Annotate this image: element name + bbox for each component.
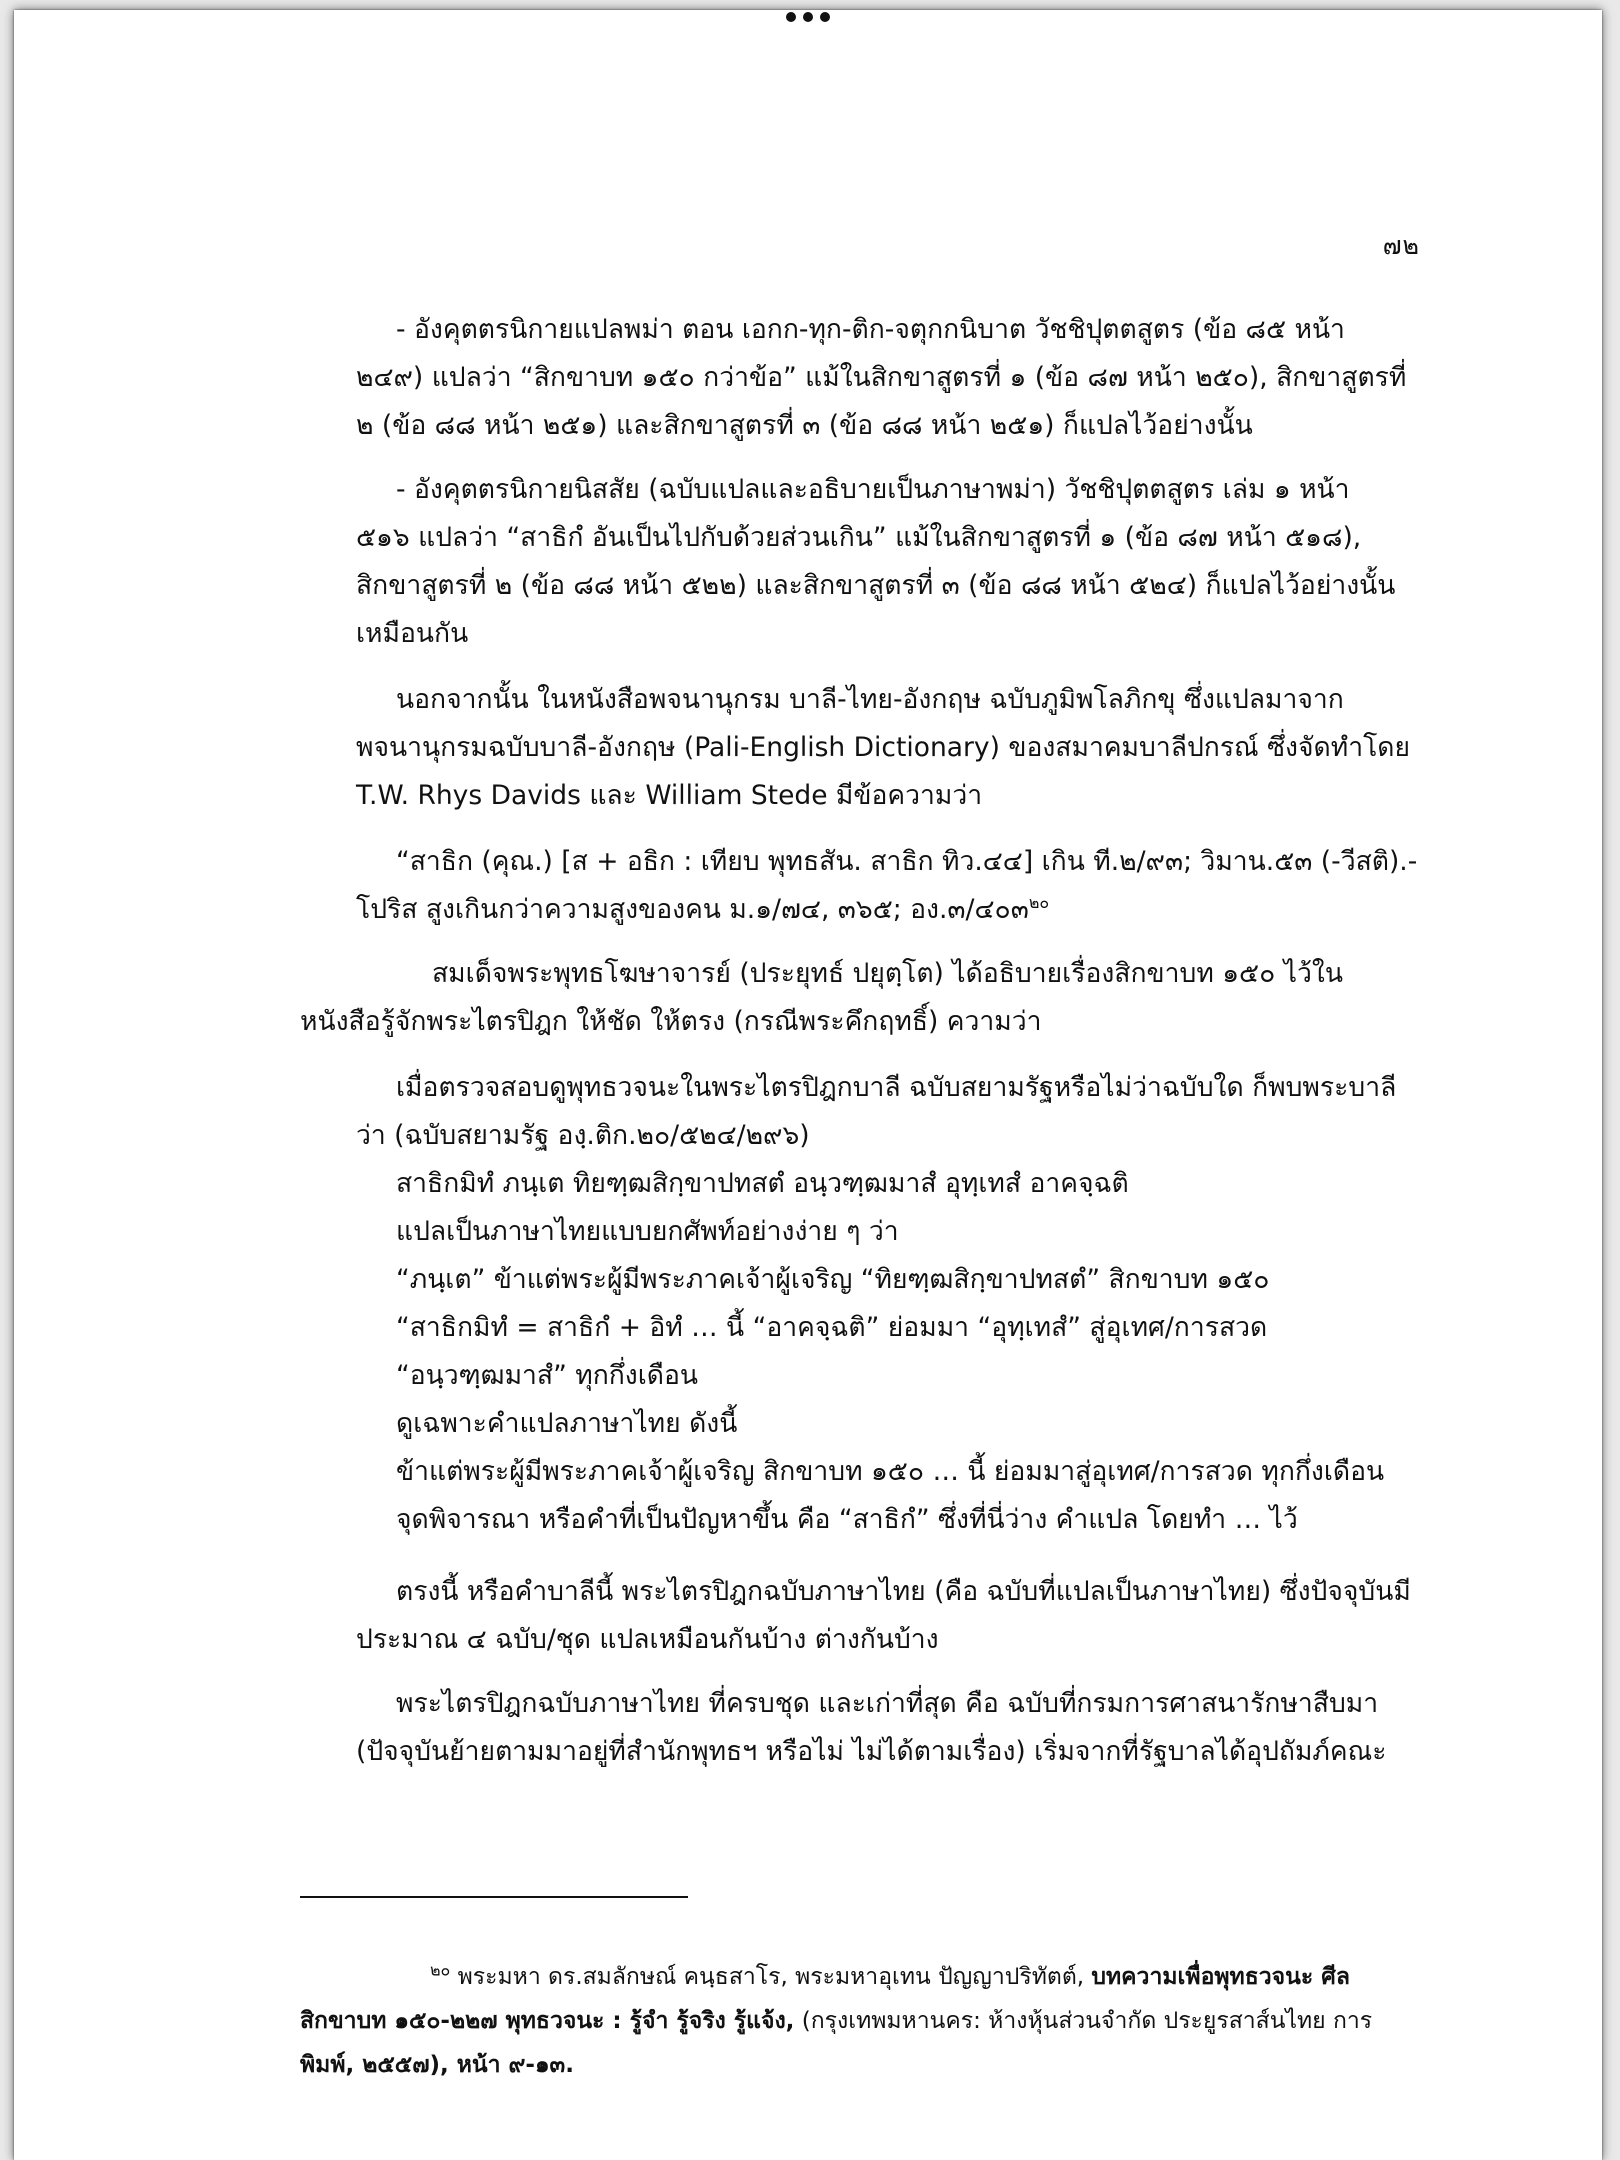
footnote-marker: ๒๐ [430, 1960, 451, 1980]
text-line: “สาธิกมิทํ = สาธิกํ + อิทํ … นี้ “อาคจฺฉติ” ย่อมมา “อุทฺเทสํ” สู่อุเทศ/การสวด [396, 1312, 1268, 1343]
text-line: ประมาณ ๔ ฉบับ/ชุด แปลเหมือนกันบ้าง ต่างกันบ้าง [356, 1624, 939, 1655]
text-line: - อังคุตตรนิกายนิสสัย (ฉบับแปลและอธิบายเป็นภาษาพม่า) วัชชิปุตตสูตร เล่ม ๑ หน้า [396, 474, 1350, 505]
text-line: “อนฺวฑฺฒมาสํ” ทุกกึ่งเดือน [396, 1360, 699, 1391]
text-line: “ภนฺเต” ข้าแต่พระผู้มีพระภาคเจ้าผู้เจริญ “ทิยฑฺฒสิกฺขาปทสตํ” สิกขาบท ๑๕๐ [396, 1264, 1270, 1295]
footnote-text: พิมพ์, ๒๕๕๗), หน้า ๙-๑๓. [300, 2052, 575, 2078]
footnote [300, 1955, 1416, 2087]
text-line: นอกจากนั้น ในหนังสือพจนานุกรม บาลี-ไทย-อังกฤษ ฉบับภูมิพโลภิกขุ ซึ่งแปลมาจาก [396, 684, 1344, 715]
text-line: เมื่อตรวจสอบดูพุทธวจนะในพระไตรปิฎกบาลี ฉบับสยามรัฐหรือไม่ว่าฉบับใด ก็พบพระบาลี [396, 1072, 1397, 1103]
more-options-icon[interactable] [786, 10, 830, 24]
paragraph-8 [356, 1680, 1416, 1776]
dot [786, 12, 796, 22]
text-line: เหมือนกัน [356, 618, 469, 649]
footnote-title: บทความเพื่อพุทธวจนะ ศีล [1091, 1964, 1350, 1990]
text-line: ตรงนี้ หรือคำบาลีนี้ พระไตรปิฎกฉบับภาษาไทย (คือ ฉบับที่แปลเป็นภาษาไทย) ซึ่งปัจจุบันมี [396, 1576, 1411, 1607]
paragraph-7 [356, 1568, 1416, 1664]
dot [803, 12, 813, 22]
text-line: - อังคุตตรนิกายแปลพม่า ตอน เอกก-ทุก-ติก-จตุกกนิบาต วัชชิปุตตสูตร (ข้อ ๘๕ หน้า [396, 314, 1345, 345]
paragraph-5 [300, 950, 1416, 1046]
text-line: ๕๑๖ แปลว่า “สาธิกํ อันเป็นไปกับด้วยส่วนเกิน” แม้ในสิกขาสูตรที่ ๑ (ข้อ ๘๗ หน้า ๕๑๘), [356, 522, 1362, 553]
text-line: T.W. Rhys Davids และ William Stede มีข้อความว่า [356, 780, 983, 811]
text-line: ข้าแต่พระผู้มีพระภาคเจ้าผู้เจริญ สิกขาบท ๑๕๐ … นี้ ย่อมมาสู่อุเทศ/การสวด ทุกกึ่งเดือน [396, 1456, 1385, 1487]
text-line: ๒ (ข้อ ๘๘ หน้า ๒๕๑) และสิกขาสูตรที่ ๓ (ข้อ ๘๘ หน้า ๒๕๑) ก็แปลไว้อย่างนั้น [356, 410, 1253, 441]
paragraph-3 [356, 676, 1416, 820]
text-line: พระไตรปิฎกฉบับภาษาไทย ที่ครบชุด และเก่าที่สุด คือ ฉบับที่กรมการศาสนารักษาสืบมา [396, 1688, 1379, 1719]
footnote-ref[interactable]: ๒๐ [1028, 893, 1050, 913]
text-line: แปลเป็นภาษาไทยแบบยกศัพท์อย่างง่าย ๆ ว่า [396, 1216, 899, 1247]
text-line: สมเด็จพระพุทธโฆษาจารย์ (ประยุทธ์ ปยุตฺโต) ได้อธิบายเรื่องสิกขาบท ๑๕๐ ไว้ใน [432, 958, 1343, 989]
text-line: จุดพิจารณา หรือคำที่เป็นปัญหาขึ้น คือ “สาธิกํ” ซึ่งที่นี่ว่าง คำแปล โดยทำ … ไว้ [396, 1504, 1298, 1535]
paragraph-6 [356, 1064, 1416, 1544]
text-line: ดูเฉพาะคำแปลภาษาไทย ดังนี้ [396, 1408, 738, 1439]
text-line: ว่า (ฉบับสยามรัฐ องฺ.ติก.๒๐/๕๒๔/๒๙๖) [356, 1120, 810, 1151]
footnote-text: (กรุงเทพมหานคร: ห้างหุ้นส่วนจำกัด ประยูรสาส์นไทย การ [794, 2008, 1373, 2034]
page-number: ๗๒ [1382, 231, 1420, 260]
footnote-text: พระมหา ดร.สมลักษณ์ คนฺธสาโร, พระมหาอุเทน ปัญญาปริทัตต์, [450, 1964, 1092, 1990]
text-line: ๒๔๙) แปลว่า “สิกขาบท ๑๕๐ กว่าข้อ” แม้ในสิกขาสูตรที่ ๑ (ข้อ ๘๗ หน้า ๒๕๐), สิกขาสูตรที่ [356, 362, 1407, 393]
text-line: หนังสือรู้จักพระไตรปิฎก ให้ชัด ให้ตรง (กรณีพระคึกฤทธิ์) ความว่า [300, 1006, 1042, 1037]
paragraph-1 [356, 306, 1416, 450]
text-line: โปริส สูงเกินกว่าความสูงของคน ม.๑/๗๔, ๓๖๕; อง.๓/๔๐๓ [356, 894, 1029, 925]
text-line: สิกขาสูตรที่ ๒ (ข้อ ๘๘ หน้า ๕๒๒) และสิกขาสูตรที่ ๓ (ข้อ ๘๘ หน้า ๕๒๔) ก็แปลไว้อย่างนั้น [356, 570, 1396, 601]
footnote-divider [300, 1896, 688, 1898]
text-line: (ปัจจุบันย้ายตามมาอยู่ที่สำนักพุทธฯ หรือไม่ ไม่ได้ตามเรื่อง) เริ่มจากที่รัฐบาลได้อุปถัมภ์คณะ [356, 1736, 1387, 1767]
dot [820, 12, 830, 22]
footnote-title: สิกขาบท ๑๕๐-๒๒๗ พุทธวจนะ : รู้จำ รู้จริง รู้แจ้ง, [300, 2008, 795, 2034]
paragraph-4-quote [356, 838, 1416, 934]
text-line: “สาธิก (คุณ.) [ส + อธิก : เทียบ พุทธสัน. สาธิก ทิว.๔๔] เกิน ที.๒/๙๓; วิมาน.๕๓ (-วีสติ).- [396, 846, 1418, 877]
paragraph-2 [356, 466, 1416, 658]
text-line: สาธิกมิทํ ภนฺเต ทิยฑฺฒสิกฺขาปทสตํ อนฺวฑฺฒมาสํ อุทฺเทสํ อาคจฺฉติ [396, 1168, 1129, 1199]
text-line: พจนานุกรมฉบับบาลี-อังกฤษ (Pali-English Dictionary) ของสมาคมบาลีปกรณ์ ซึ่งจัดทำโดย [356, 732, 1411, 763]
